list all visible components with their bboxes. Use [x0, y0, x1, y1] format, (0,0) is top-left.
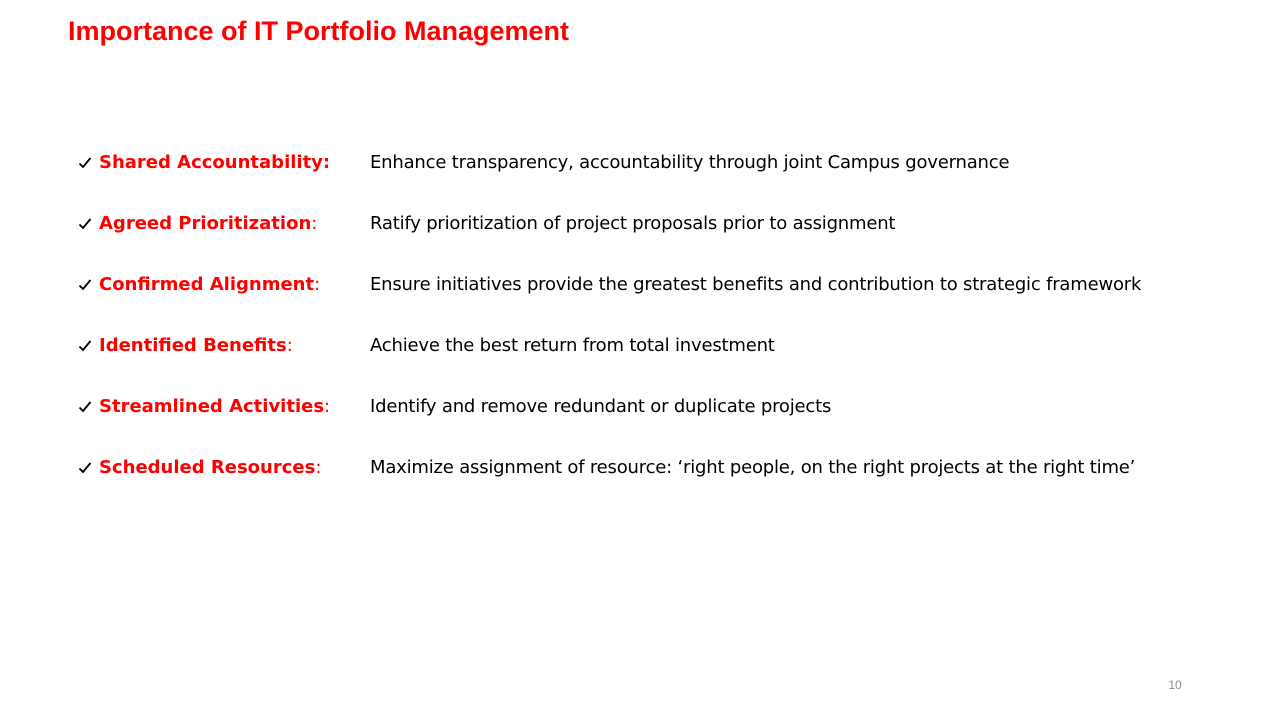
page-number: 10	[1168, 678, 1182, 692]
item-description: Ensure initiatives provide the greatest benefits and contribution to strategic framework	[370, 274, 1142, 295]
term-label: Confirmed Alignment	[99, 274, 315, 295]
checkmark-icon	[78, 394, 99, 420]
term-label: Streamlined Activities	[99, 396, 325, 417]
term-label: Agreed Prioritization	[99, 213, 312, 234]
list-item	[78, 394, 1258, 455]
item-term	[99, 211, 370, 237]
item-description: Enhance transparency, accountability through joint Campus governance	[370, 152, 1010, 173]
item-term	[99, 272, 370, 298]
item-description: Achieve the best return from total investment	[370, 335, 775, 356]
term-label: Identified Benefits	[99, 335, 287, 356]
list-item	[78, 211, 1258, 272]
item-term	[99, 394, 370, 420]
checkmark-icon	[78, 333, 99, 359]
checkmark-icon	[78, 455, 99, 481]
item-description: Identify and remove redundant or duplicate projects	[370, 396, 832, 417]
term-label: Shared Accountability	[99, 152, 323, 173]
item-term	[99, 150, 370, 176]
list-item	[78, 333, 1258, 394]
list-item	[78, 150, 1258, 211]
checkmark-icon	[78, 211, 99, 237]
item-description: Ratify prioritization of project proposals prior to assignment	[370, 213, 896, 234]
checkmark-icon	[78, 272, 99, 298]
item-term	[99, 455, 370, 481]
list-item	[78, 455, 1258, 516]
term-label: Scheduled Resources	[99, 457, 316, 478]
checkmark-icon	[78, 150, 99, 176]
term-separator: :	[315, 457, 322, 478]
list-item	[78, 272, 1258, 333]
term-separator: :	[324, 396, 331, 417]
term-separator: :	[322, 152, 331, 173]
term-separator: :	[314, 274, 321, 295]
item-term	[99, 333, 370, 359]
benefits-list	[78, 150, 1258, 516]
slide-title: Importance of IT Portfolio Management	[68, 16, 570, 46]
term-separator: :	[311, 213, 318, 234]
term-separator: :	[286, 335, 293, 356]
item-description: Maximize assignment of resource: ‘right people, on the right projects at the right time’	[370, 457, 1136, 478]
